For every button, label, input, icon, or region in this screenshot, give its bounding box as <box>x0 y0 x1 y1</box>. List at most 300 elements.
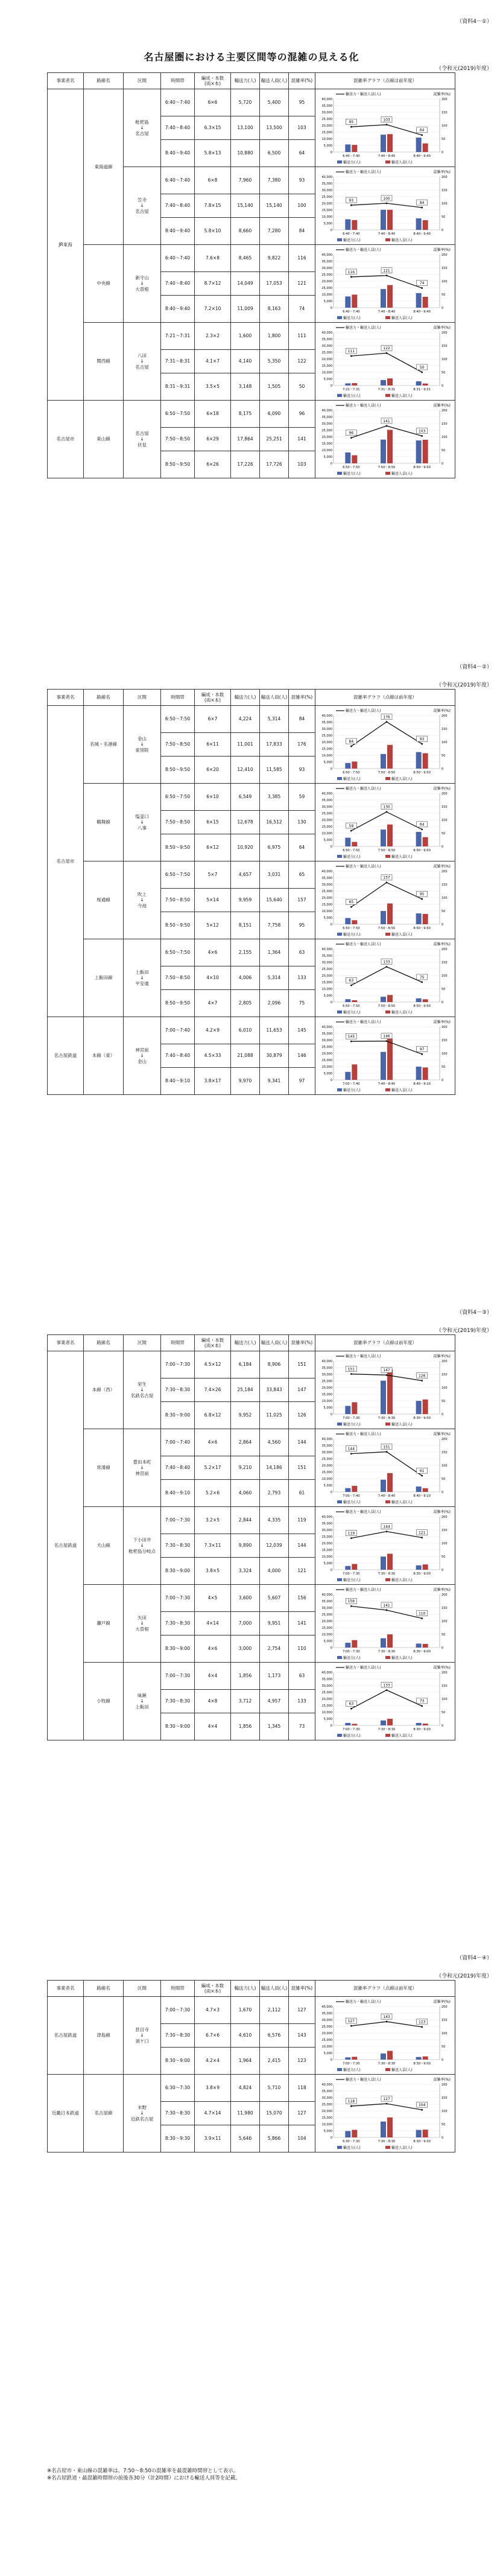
legend-label: 混雑率(%) <box>433 404 451 408</box>
document-number: （資料4－②） <box>457 664 492 670</box>
left-tick-label: 0 <box>330 384 332 388</box>
legend-label: 混雑率(%) <box>433 709 451 713</box>
right-tick-label: 200 <box>441 98 448 101</box>
left-tick-label: 40,000 <box>321 870 332 874</box>
right-tick-label: 150 <box>441 189 448 192</box>
rate-data-label: 84 <box>419 200 425 205</box>
cell-capacity: 10,920 <box>231 834 260 861</box>
cell-formation: 6×11 <box>195 732 231 756</box>
rate-point <box>421 1475 423 1477</box>
column-header: 混雑率グラフ（点線は前年度） <box>315 73 455 89</box>
chart-cell <box>315 861 455 939</box>
rate-line <box>351 2104 422 2110</box>
chart-cell <box>315 401 455 478</box>
legend-label: 混雑率(%) <box>433 1020 451 1024</box>
left-tick-label: 10,000 <box>321 293 332 297</box>
ridership-bar <box>423 2130 428 2137</box>
left-tick-label: 30,000 <box>321 1684 332 1688</box>
cell-capacity: 4,610 <box>231 2023 260 2047</box>
left-tick-label: 15,000 <box>321 1393 332 1397</box>
section-label: 金山 ↓ 東別院 <box>124 706 161 784</box>
left-tick-label: 25,000 <box>321 195 332 199</box>
right-tick-label: 50 <box>441 1477 446 1481</box>
cell-capacity: 4,006 <box>231 966 260 989</box>
cell-capacity: 1,856 <box>231 1713 260 1740</box>
congestion-chart <box>315 323 453 400</box>
x-tick-label: 7:31〜8:31 <box>378 388 396 392</box>
cell-formation: 6×6 <box>195 89 231 116</box>
rate-line <box>351 722 422 746</box>
left-tick-label: 10,000 <box>321 1477 332 1481</box>
ridership-bar <box>352 761 357 769</box>
left-tick-label: 0 <box>330 306 332 310</box>
fiscal-year: （令和元(2019)年度） <box>436 682 492 688</box>
rate-point <box>386 1689 388 1691</box>
column-header: 事業者名 <box>48 690 84 706</box>
ridership-bar <box>423 1724 428 1725</box>
rate-data-label: 104 <box>418 2103 426 2108</box>
right-tick-label: 50 <box>441 215 446 219</box>
rate-data-label: 50 <box>419 365 425 370</box>
capacity-bar <box>345 144 350 152</box>
left-tick-label: 20,000 <box>321 124 332 128</box>
left-tick-label: 30,000 <box>321 883 332 887</box>
left-tick-label: 15,000 <box>321 287 332 290</box>
cell-time: 7:30〜8:30 <box>161 2101 195 2125</box>
cell-capacity: 1,600 <box>231 323 260 350</box>
legend-swatch-capacity <box>337 855 342 858</box>
left-tick-label: 35,000 <box>321 1678 332 1681</box>
cell-ridership: 14,186 <box>260 1456 289 1479</box>
ridership-bar <box>352 383 357 385</box>
right-tick-label: 50 <box>441 1400 446 1403</box>
capacity-bar <box>416 1723 422 1725</box>
right-tick-label: 0 <box>441 229 444 232</box>
legend-swatch-capacity <box>337 1423 342 1426</box>
chart-legend-bottom <box>337 1422 413 1427</box>
cell-capacity: 14,049 <box>231 271 260 295</box>
operator-name: 名古屋鉄道 <box>48 1351 84 1740</box>
legend-label: 混雑率(%) <box>433 92 451 97</box>
right-tick-label: 50 <box>441 371 446 375</box>
chart-legend-bottom <box>337 854 413 859</box>
column-header: 輸送力(人) <box>231 1335 260 1351</box>
column-header: 輸送人員(人) <box>260 690 289 706</box>
right-tick-label: 200 <box>441 714 448 718</box>
legend-label-capacity: 輸送力(人) <box>343 316 361 320</box>
capacity-bar <box>416 1643 422 1648</box>
document-page <box>0 646 503 1285</box>
left-tick-label: 15,000 <box>321 364 332 368</box>
legend-swatch-ridership <box>385 933 390 936</box>
right-tick-label: 0 <box>441 1001 444 1004</box>
cell-rate: 84 <box>289 218 315 245</box>
cell-formation: 6.3×15 <box>195 116 231 139</box>
cell-time: 7:40〜8:40 <box>161 1044 195 1067</box>
column-header: 事業者名 <box>48 1335 84 1351</box>
column-header: 輸送力(人) <box>231 73 260 89</box>
right-tick-label: 50 <box>441 910 446 913</box>
rate-data-label: 126 <box>418 1374 426 1378</box>
legend-label: 混雑率(%) <box>433 1588 451 1592</box>
x-tick-label: 7:40〜8:40 <box>378 232 396 236</box>
legend-label: 混雑率(%) <box>433 942 451 947</box>
section-label: 八田 ↓ 名古屋 <box>124 323 161 401</box>
x-tick-label: 7:50〜8:50 <box>378 849 396 852</box>
table-row <box>48 1507 455 1534</box>
left-tick-label: 0 <box>330 151 332 154</box>
cell-rate: 95 <box>289 89 315 116</box>
column-header: 混雑率(%) <box>289 1335 315 1351</box>
left-tick-label: 15,000 <box>321 2116 332 2120</box>
left-tick-label: 30,000 <box>321 961 332 965</box>
cell-time: 7:50〜8:50 <box>161 966 195 989</box>
x-tick-label: 6:50〜7:50 <box>343 927 360 930</box>
x-tick-label: 7:40〜8:40 <box>378 1082 396 1086</box>
table-header-row <box>48 1335 455 1351</box>
cell-rate: 130 <box>289 810 315 834</box>
cell-rate: 121 <box>289 271 315 295</box>
cell-ridership: 9,341 <box>260 1068 289 1095</box>
fiscal-year: （令和元(2019)年度） <box>436 66 492 72</box>
x-tick-label: 7:00〜7:40 <box>343 1082 360 1086</box>
document-page <box>0 0 503 639</box>
x-tick-label: 7:50〜8:50 <box>378 466 396 469</box>
left-tick-label: 10,000 <box>321 1400 332 1403</box>
ridership-bar <box>352 1640 357 1648</box>
chart-legend-top <box>336 786 451 791</box>
left-tick-label: 30,000 <box>321 1039 332 1042</box>
left-tick-label: 5,000 <box>323 916 332 920</box>
cell-ridership: 2,754 <box>260 1635 289 1663</box>
ridership-bar <box>352 1724 357 1725</box>
rate-data-label: 127 <box>347 2019 355 2023</box>
x-tick-label: 7:50〜8:50 <box>378 927 396 930</box>
legend-label-ridership: 輸送人員(人) <box>391 160 413 165</box>
left-tick-label: 5,000 <box>323 1718 332 1721</box>
capacity-bar <box>345 1723 350 1725</box>
cell-rate: 126 <box>289 1402 315 1429</box>
footnote: ※名古屋鉄道・最混雑時間帯の前後各30分（計2時間）における輸送人員等を記載。 <box>47 2475 241 2482</box>
legend-label: 混雑率(%) <box>433 1432 451 1436</box>
rate-line <box>351 426 422 438</box>
cell-formation: 6×18 <box>195 401 231 428</box>
cell-rate: 103 <box>289 116 315 139</box>
cell-formation: 4×7 <box>195 990 231 1017</box>
legend-label-capacity: 輸送力(人) <box>343 238 361 243</box>
capacity-bar <box>381 1052 386 1080</box>
cell-formation: 6.8×12 <box>195 1402 231 1429</box>
cell-ridership: 9,822 <box>260 245 289 272</box>
x-tick-label: 8:31〜9:31 <box>413 388 431 392</box>
line-name: 津島線 <box>84 1997 124 2075</box>
legend-swatch-ridership <box>385 2146 390 2149</box>
cell-ridership: 17,726 <box>260 451 289 478</box>
cell-rate: 74 <box>289 296 315 323</box>
congestion-chart <box>315 939 453 1017</box>
rate-point <box>421 1537 423 1538</box>
cell-rate: 143 <box>289 2023 315 2047</box>
legend-swatch-capacity <box>337 472 342 475</box>
rate-point <box>350 830 352 832</box>
cell-formation: 5.2×17 <box>195 1456 231 1479</box>
left-tick-label: 35,000 <box>321 338 332 341</box>
rate-line <box>351 812 422 831</box>
cell-rate: 141 <box>289 427 315 451</box>
cell-formation: 4.5×33 <box>195 1044 231 1067</box>
cell-capacity: 4,224 <box>231 706 260 733</box>
x-tick-label: 7:40〜8:40 <box>378 1494 396 1498</box>
left-tick-label: 0 <box>330 1001 332 1004</box>
cell-formation: 4.2×9 <box>195 1017 231 1044</box>
right-tick-label: 0 <box>441 2136 444 2140</box>
legend-label: 輸送力・輸送人員(人) <box>346 248 381 252</box>
right-tick-label: 200 <box>441 2083 448 2087</box>
rate-data-label: 146 <box>383 1034 390 1039</box>
cell-rate: 63 <box>289 939 315 966</box>
legend-label: 混雑率(%) <box>433 1666 451 1670</box>
chart-legend-top <box>336 325 451 330</box>
left-tick-label: 25,000 <box>321 734 332 738</box>
congestion-chart <box>315 167 453 244</box>
left-tick-label: 35,000 <box>321 1444 332 1448</box>
section-label: 豊田本町 ↓ 神宮前 <box>124 1429 161 1507</box>
cell-ridership: 30,879 <box>260 1044 289 1067</box>
footnotes <box>47 2467 457 2482</box>
chart-legend-top <box>336 1665 451 1670</box>
cell-time: 7:00〜7:40 <box>161 1017 195 1044</box>
capacity-bar <box>416 2130 422 2137</box>
capacity-bar <box>345 1643 350 1648</box>
ridership-bar <box>423 999 428 1002</box>
x-tick-label: 7:30〜8:30 <box>378 2062 396 2066</box>
capacity-bar <box>381 1639 386 1648</box>
left-tick-label: 0 <box>330 1724 332 1728</box>
cell-ridership: 11,653 <box>260 1017 289 1044</box>
ridership-bar <box>423 1564 428 1570</box>
right-tick-label: 0 <box>441 306 444 310</box>
legend-label: 混雑率(%) <box>433 248 451 252</box>
cell-capacity: 1,670 <box>231 1997 260 2024</box>
legend-label: 輸送力・輸送人員(人) <box>346 1354 381 1359</box>
cell-formation: 8.7×12 <box>195 271 231 295</box>
chart-cell <box>315 1663 455 1740</box>
cell-ridership: 6,975 <box>260 834 289 861</box>
legend-swatch-ridership <box>385 472 390 475</box>
right-tick-label: 0 <box>441 923 444 927</box>
legend-label: 輸送力・輸送人員(人) <box>346 1432 381 1436</box>
legend-label: 輸送力・輸送人員(人) <box>346 2078 381 2082</box>
chart-legend-bottom <box>337 471 413 476</box>
x-tick-label: 7:50〜8:50 <box>378 1004 396 1008</box>
right-tick-label: 200 <box>441 2005 448 2009</box>
ridership-bar <box>423 1067 428 1080</box>
cell-formation: 6×15 <box>195 810 231 834</box>
line-name: 中央線 <box>84 245 124 323</box>
column-header: 混雑率グラフ（点線は前年度） <box>315 1981 455 1997</box>
left-tick-label: 25,000 <box>321 2025 332 2029</box>
x-tick-label: 7:00〜7:30 <box>343 1416 360 1420</box>
x-tick-label: 7:50〜8:50 <box>378 771 396 775</box>
table-row <box>48 1351 455 1378</box>
rate-point <box>350 1605 352 1607</box>
capacity-bar <box>381 754 386 769</box>
section-label: 吹上 ↓ 今池 <box>124 861 161 939</box>
cell-time: 8:30〜9:30 <box>161 2125 195 2152</box>
rate-point <box>421 1617 423 1619</box>
ridership-bar <box>423 1400 428 1414</box>
right-tick-label: 100 <box>441 358 448 361</box>
cell-rate: 141 <box>289 1611 315 1635</box>
right-tick-label: 50 <box>441 832 446 836</box>
ridership-bar <box>387 1554 393 1570</box>
cell-formation: 7.6×8 <box>195 245 231 272</box>
x-tick-label: 7:00〜7:30 <box>343 1572 360 1576</box>
legend-label: 混雑率(%) <box>433 1354 451 1359</box>
right-tick-label: 0 <box>441 2058 444 2062</box>
line-name: 犬山線 <box>84 1507 124 1585</box>
legend-swatch-capacity <box>337 1088 342 1091</box>
rate-data-label: 144 <box>347 1447 355 1451</box>
left-tick-label: 5,000 <box>323 2130 332 2133</box>
right-tick-label: 100 <box>441 1464 448 1468</box>
chart-legend-top <box>336 92 451 97</box>
rate-point <box>421 1053 423 1055</box>
rate-point <box>350 1453 352 1455</box>
capacity-bar <box>416 440 422 463</box>
legend-label: 混雑率(%) <box>433 2000 451 2004</box>
cell-time: 7:00〜7:30 <box>161 1663 195 1690</box>
x-tick-label: 8:30〜9:00 <box>413 1416 431 1420</box>
cell-ridership: 6,576 <box>260 2023 289 2047</box>
left-tick-label: 0 <box>330 767 332 771</box>
right-tick-label: 100 <box>441 1698 448 1701</box>
cell-formation: 6×8 <box>195 167 231 194</box>
chart-legend-top <box>336 1432 451 1436</box>
cell-ridership: 1,800 <box>260 323 289 350</box>
capacity-bar <box>416 381 422 385</box>
chart-legend-top <box>336 1354 451 1359</box>
left-tick-label: 20,000 <box>321 2110 332 2113</box>
legend-label-capacity: 輸送力(人) <box>343 1656 361 1660</box>
rate-data-label: 133 <box>383 1683 390 1688</box>
cell-ridership: 3,385 <box>260 784 289 811</box>
column-header: 事業者名 <box>48 73 84 89</box>
right-tick-label: 50 <box>441 293 446 297</box>
chart-legend-bottom <box>337 1088 413 1093</box>
table-row <box>48 401 455 428</box>
rate-data-label: 100 <box>383 196 390 201</box>
cell-rate: 93 <box>289 167 315 194</box>
rate-point <box>421 743 423 745</box>
ridership-bar <box>423 2057 428 2060</box>
left-tick-label: 15,000 <box>321 747 332 751</box>
rate-point <box>350 1537 352 1539</box>
capacity-bar <box>345 1566 350 1570</box>
cell-ridership: 17,053 <box>260 271 289 295</box>
rate-point <box>386 425 388 427</box>
table-row <box>48 784 455 811</box>
x-tick-label: 8:30〜9:30 <box>413 2140 431 2143</box>
left-tick-label: 10,000 <box>321 1555 332 1559</box>
table-row <box>48 2075 455 2102</box>
cell-capacity: 21,088 <box>231 1044 260 1067</box>
chart-legend-top <box>336 1587 451 1592</box>
cell-rate: 133 <box>289 1689 315 1713</box>
chart-cell <box>315 323 455 401</box>
legend-label: 輸送力・輸送人員(人) <box>346 1020 381 1024</box>
legend-swatch-ridership <box>385 238 390 241</box>
right-tick-label: 50 <box>441 754 446 758</box>
cell-rate: 151 <box>289 1456 315 1479</box>
rate-point <box>386 1531 388 1532</box>
legend-swatch-capacity <box>337 394 342 397</box>
rate-point <box>386 274 388 276</box>
capacity-bar <box>381 911 386 924</box>
table-header-row <box>48 690 455 706</box>
table-row <box>48 1429 455 1456</box>
left-tick-label: 40,000 <box>321 792 332 796</box>
cell-capacity: 12,410 <box>231 757 260 784</box>
left-tick-label: 25,000 <box>321 1458 332 1461</box>
left-tick-label: 5,000 <box>323 222 332 226</box>
rate-line <box>351 353 422 372</box>
cell-capacity: 3,000 <box>231 1635 260 1663</box>
cell-formation: 4×4 <box>195 1663 231 1690</box>
cell-capacity: 9,952 <box>231 1402 260 1429</box>
ridership-bar <box>352 145 357 152</box>
line-name: 名城・名港線 <box>84 706 124 784</box>
congestion-chart <box>315 401 453 478</box>
x-tick-label: 6:50〜7:50 <box>343 1004 360 1008</box>
capacity-bar <box>345 2057 350 2060</box>
cell-capacity: 17,226 <box>231 451 260 478</box>
ridership-bar <box>423 1644 428 1648</box>
left-tick-label: 30,000 <box>321 267 332 270</box>
chart-legend-bottom <box>337 1500 413 1505</box>
right-tick-label: 200 <box>441 948 448 951</box>
rate-point <box>350 126 352 128</box>
ridership-bar <box>352 455 357 463</box>
left-tick-label: 5,000 <box>323 455 332 459</box>
x-tick-label: 7:00〜7:30 <box>343 1728 360 1731</box>
left-tick-label: 10,000 <box>321 910 332 913</box>
section-label: 枇杷島 ↓ 名古屋 <box>124 89 161 167</box>
left-tick-label: 40,000 <box>321 331 332 335</box>
rate-data-label: 144 <box>383 1524 390 1529</box>
cell-rate: 176 <box>289 732 315 756</box>
legend-label-capacity: 輸送力(人) <box>343 1500 361 1505</box>
capacity-bar <box>416 832 422 846</box>
chart-legend-bottom <box>337 776 413 781</box>
cell-formation: 5×12 <box>195 912 231 939</box>
legend-swatch-ridership <box>385 1578 390 1581</box>
rate-line <box>351 1690 422 1708</box>
left-tick-label: 10,000 <box>321 215 332 219</box>
right-tick-label: 100 <box>441 1052 448 1056</box>
document-number: （資料4－①） <box>457 19 492 25</box>
left-tick-label: 35,000 <box>321 1522 332 1526</box>
right-tick-label: 50 <box>441 1633 446 1637</box>
cell-capacity: 3,148 <box>231 373 260 401</box>
left-tick-label: 35,000 <box>321 2012 332 2016</box>
table-row <box>48 1585 455 1612</box>
left-tick-label: 20,000 <box>321 1464 332 1468</box>
ridership-bar <box>387 210 393 230</box>
cell-ridership: 7,380 <box>260 167 289 194</box>
section-label: 甚目寺 ↓ 須ケ口 <box>124 1997 161 2075</box>
rate-data-label: 63 <box>349 979 354 983</box>
